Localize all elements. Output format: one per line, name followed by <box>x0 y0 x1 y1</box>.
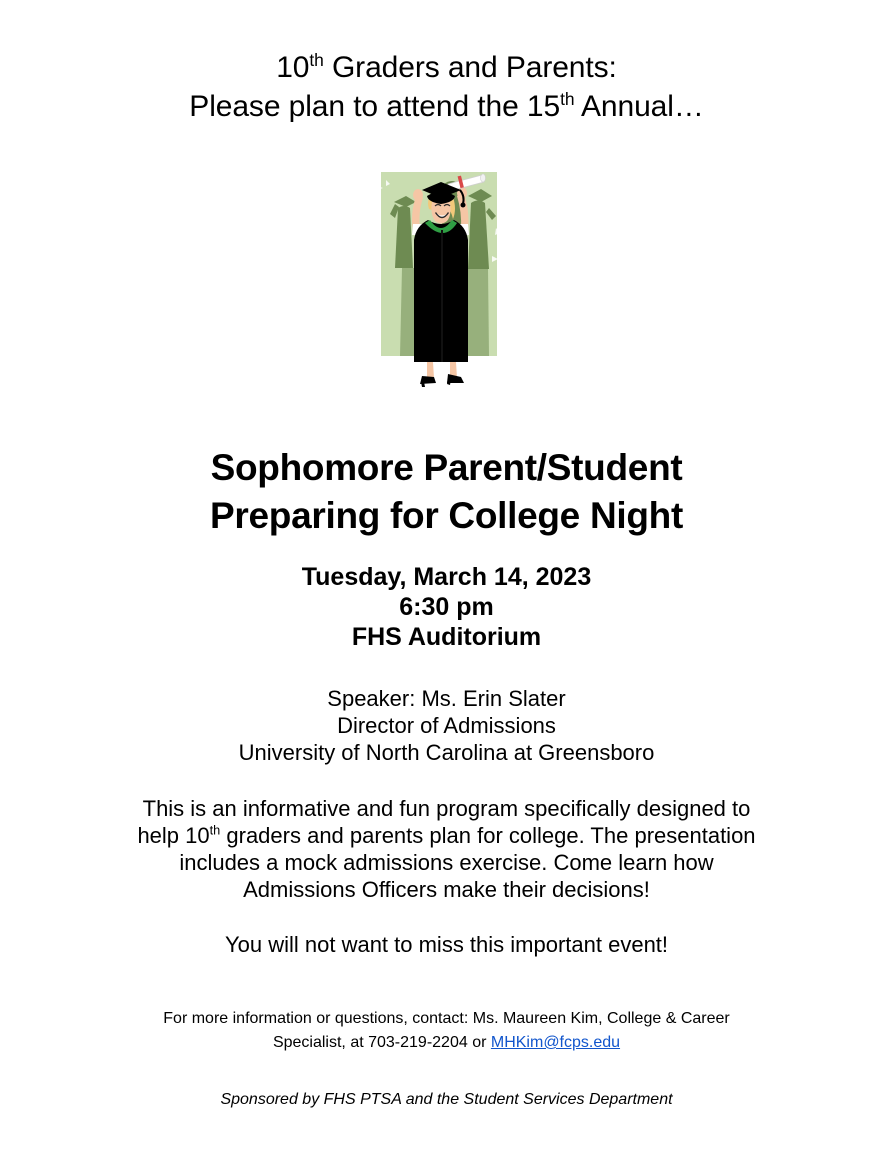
contact-block <box>0 1007 893 1055</box>
contact-line-1: For more information or questions, contact: Ms. Maureen Kim, College & Career <box>163 1010 730 1027</box>
description-line-4: Admissions Officers make their decisions! <box>243 877 650 902</box>
event-date: Tuesday, March 14, 2023 <box>301 563 592 591</box>
description-line-2-prefix: help 10 <box>137 823 210 848</box>
flyer-header <box>0 48 893 126</box>
event-details <box>0 562 893 652</box>
event-location: FHS Auditorium <box>351 623 542 651</box>
description-line-2-superscript: th <box>209 822 221 838</box>
description-line-2 <box>0 822 893 849</box>
speaker-block <box>0 685 893 766</box>
header-line-1 <box>0 48 893 87</box>
sponsor-line: Sponsored by FHS PTSA and the Student Services Department <box>220 1091 673 1108</box>
header-line-2-suffix: Annual… <box>574 90 704 123</box>
event-time: 6:30 pm <box>399 593 494 621</box>
contact-email-link[interactable]: MHKim@fcps.edu <box>490 1034 621 1051</box>
description-line-1: This is an informative and fun program specifically designed to <box>142 796 751 821</box>
header-line-2-prefix: Please plan to attend the 15 <box>189 90 561 123</box>
header-line-1-suffix: Graders and Parents: <box>323 51 617 84</box>
page-title-line-2: Preparing for College Night <box>210 495 683 536</box>
clipart-left-leg <box>427 362 434 378</box>
description-line-3: includes a mock admissions exercise. Come learn how <box>179 850 714 875</box>
description-paragraph <box>0 795 893 903</box>
header-line-1-prefix: 10 <box>276 51 310 84</box>
speaker-institution: University of North Carolina at Greensboro <box>238 740 655 765</box>
speaker-name: Speaker: Ms. Erin Slater <box>327 686 566 711</box>
contact-line-2-prefix: Specialist, at 703-219-2204 or <box>272 1034 491 1051</box>
page-title-line-1: Sophomore Parent/Student <box>210 447 683 488</box>
callout-text: You will not want to miss this important event! <box>224 932 669 957</box>
header-line-1-superscript: th <box>309 50 324 70</box>
contact-line-2 <box>0 1031 893 1055</box>
header-line-2-superscript: th <box>560 89 575 109</box>
clipart-left-hand <box>413 189 423 201</box>
header-line-2 <box>0 87 893 126</box>
page-title <box>0 444 893 540</box>
speaker-title: Director of Admissions <box>337 713 556 738</box>
description-line-2-suffix: graders and parents plan for college. The presentation <box>220 823 756 848</box>
graduate-illustration <box>372 168 512 390</box>
clipart-gown-seam <box>441 230 443 362</box>
